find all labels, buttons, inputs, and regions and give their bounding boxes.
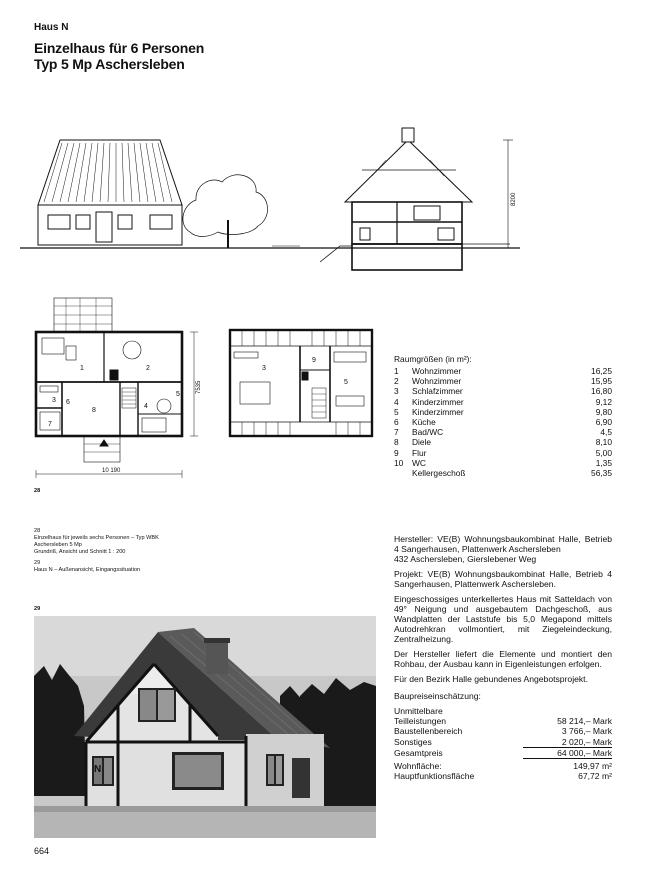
room-number: 8 bbox=[394, 437, 399, 448]
price-value: 2 020,– Mark bbox=[523, 737, 612, 748]
caption-28 bbox=[34, 528, 234, 574]
room-name: Flur bbox=[412, 447, 427, 458]
width-dimension: 10 190 bbox=[102, 468, 121, 474]
room-row bbox=[394, 366, 612, 376]
room-2-label: 2 bbox=[146, 365, 150, 372]
room-area: 15,95 bbox=[591, 376, 612, 387]
room-area: 6,90 bbox=[595, 417, 612, 428]
price-line-intro: Unmittelbare bbox=[394, 706, 443, 716]
room-name: Kellergeschoß bbox=[412, 468, 466, 479]
room-number: 10 bbox=[394, 457, 404, 468]
total-label: Gesamtpreis bbox=[394, 747, 443, 758]
caption-28-number: 28 bbox=[34, 528, 41, 534]
house-wall-letter: N bbox=[94, 764, 102, 775]
price-label: Teilleistungen bbox=[394, 716, 447, 727]
room-number: 6 bbox=[394, 417, 399, 428]
room-number: 2 bbox=[394, 376, 399, 387]
room-area: 9,80 bbox=[595, 406, 612, 417]
room-name: Kinderzimmer bbox=[412, 396, 464, 407]
caption-28-line2: Aschersleben 5 Mp bbox=[34, 542, 82, 548]
house-label: Haus N bbox=[34, 22, 69, 33]
price-value: 3 766,– Mark bbox=[561, 726, 612, 737]
main-area-value: 67,72 m² bbox=[578, 771, 612, 782]
room-sizes bbox=[394, 354, 612, 478]
price-label: Sonstiges bbox=[394, 736, 432, 747]
room-area: 5,00 bbox=[595, 447, 612, 458]
caption-28-line3: Grundriß, Ansicht und Schnitt 1 : 200 bbox=[34, 549, 126, 555]
caption-29-line1: Haus N – Außenansicht, Eingangssituation bbox=[34, 567, 141, 573]
house-photo bbox=[34, 616, 376, 838]
room-name: Diele bbox=[412, 437, 432, 448]
room-7-label: 7 bbox=[48, 421, 52, 428]
room-row bbox=[394, 458, 612, 468]
page-title: Einzelhaus für 6 Personen bbox=[34, 40, 205, 56]
upper-room-5-label: 5 bbox=[344, 379, 348, 386]
room-row bbox=[394, 427, 612, 437]
depth-dimension: 7535 bbox=[196, 380, 202, 394]
caption-29-number: 29 bbox=[34, 560, 41, 566]
room-6-label: 6 bbox=[66, 399, 70, 406]
room-number: 4 bbox=[394, 396, 399, 407]
room-row bbox=[394, 397, 612, 407]
total-value: 64 000,– Mark bbox=[523, 747, 612, 758]
room-area: 16,80 bbox=[591, 386, 612, 397]
room-name: Wohnzimmer bbox=[412, 376, 462, 387]
room-row bbox=[394, 407, 612, 417]
page-number: 664 bbox=[34, 846, 50, 856]
room-5-label: 5 bbox=[176, 391, 180, 398]
price-heading: Baupreiseinschätzung: bbox=[394, 691, 481, 701]
room-name: Wohnzimmer bbox=[412, 366, 462, 376]
project-description bbox=[394, 534, 612, 781]
photo-figure-number: 29 bbox=[34, 606, 41, 612]
room-8-label: 8 bbox=[92, 407, 96, 414]
room-row bbox=[394, 468, 612, 478]
page-subtitle: Typ 5 Mp Aschersleben bbox=[34, 56, 185, 72]
manufacturer-text: Hersteller: VE(B) Wohnungsbaukombinat Halle, Betrieb 4 Sangerhausen, Plattenwerk Aschersleben bbox=[394, 534, 612, 554]
main-area-label: Hauptfunktionsfläche bbox=[394, 771, 475, 782]
height-dimension: 8200 bbox=[511, 192, 517, 206]
room-sizes-heading: Raumgrößen (in m²): bbox=[394, 354, 472, 364]
room-name: Küche bbox=[412, 417, 436, 428]
caption-28-line1: Einzelhaus für jeweils sechs Personen – Typ WBK bbox=[34, 535, 159, 541]
room-name: WC bbox=[412, 457, 426, 468]
address-text: 432 Aschersleben, Gierslebener Weg bbox=[394, 554, 537, 564]
room-number: 7 bbox=[394, 427, 399, 438]
price-table bbox=[394, 706, 612, 781]
room-row bbox=[394, 417, 612, 427]
room-4-label: 4 bbox=[144, 403, 148, 410]
drawing-figure-number: 28 bbox=[34, 488, 41, 494]
room-number: 9 bbox=[394, 447, 399, 458]
room-area: 8,10 bbox=[595, 437, 612, 448]
room-1-label: 1 bbox=[80, 365, 84, 372]
room-row bbox=[394, 386, 612, 396]
room-row bbox=[394, 437, 612, 447]
room-area: 4,5 bbox=[600, 427, 612, 438]
price-value: 58 214,– Mark bbox=[557, 716, 612, 727]
room-number: 1 bbox=[394, 366, 399, 376]
room-area: 16,25 bbox=[591, 366, 612, 376]
living-area-label: Wohnfläche: bbox=[394, 760, 442, 771]
description-paragraph-3: Für den Bezirk Halle gebundenes Angebotsprojekt. bbox=[394, 674, 588, 684]
upper-room-3-label: 3 bbox=[262, 365, 266, 372]
room-number bbox=[394, 468, 406, 478]
project-text: Projekt: VE(B) Wohnungsbaukombinat Halle, Betrieb 4 Sangerhausen, Plattenwerk Aschersleben. bbox=[394, 569, 612, 589]
room-name: Bad/WC bbox=[412, 427, 444, 438]
room-name: Schlafzimmer bbox=[412, 386, 463, 397]
room-row bbox=[394, 448, 612, 458]
room-number: 3 bbox=[394, 386, 399, 397]
room-area: 56,35 bbox=[591, 468, 612, 479]
description-paragraph-1: Eingeschossiges unterkellertes Haus mit Satteldach von 49° Neigung und ausgebautem Dachgeschoß, aus Wandplatten der Laststufe bis 5,0 Megapond mittels Autodrehkran vollmontiert, mit Ziegeleindeckung, Zentralheizung. bbox=[394, 594, 612, 644]
living-area-value: 149,97 m² bbox=[573, 761, 612, 772]
room-sizes-table bbox=[394, 366, 612, 478]
room-row bbox=[394, 376, 612, 386]
room-area: 9,12 bbox=[595, 396, 612, 407]
room-name: Kinderzimmer bbox=[412, 406, 464, 417]
room-area: 1,35 bbox=[595, 457, 612, 468]
room-number: 5 bbox=[394, 406, 399, 417]
upper-room-9-label: 9 bbox=[312, 357, 316, 364]
price-label: Baustellenbereich bbox=[394, 726, 463, 737]
room-3-label: 3 bbox=[52, 397, 56, 404]
description-paragraph-2: Der Hersteller liefert die Elemente und montiert den Rohbau, der Ausbau kann in Eigenleistungen erfolgen. bbox=[394, 649, 612, 669]
